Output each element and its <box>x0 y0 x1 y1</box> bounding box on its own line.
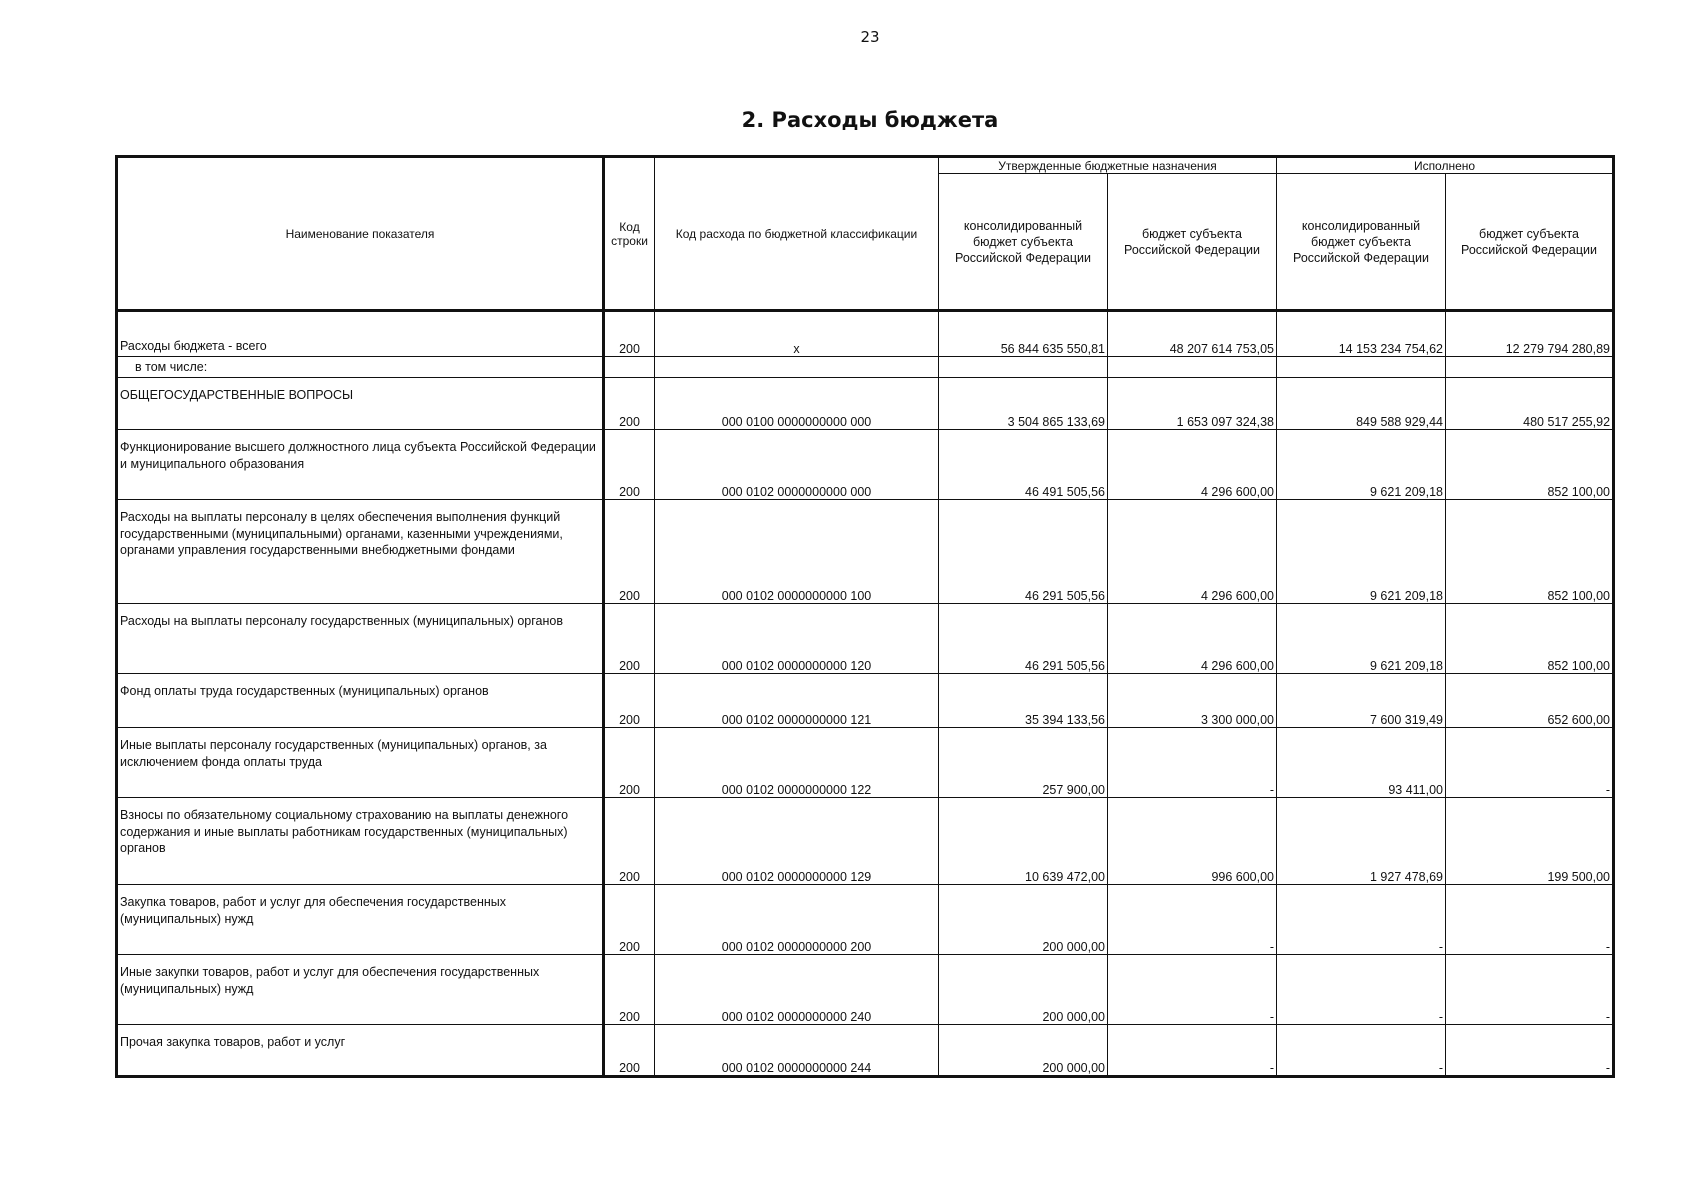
row-name-text: Расходы на выплаты персоналу государственных (муниципальных) органов <box>120 614 563 628</box>
row-line-code: 200 <box>604 604 655 674</box>
total-class-code: x <box>655 311 939 357</box>
table-row <box>117 885 1614 955</box>
row-executed-consolidated: - <box>1277 955 1446 1025</box>
row-approved-subject: 996 600,00 <box>1108 798 1277 885</box>
header-approved-group: Утвержденные бюджетные назначения <box>939 157 1277 174</box>
row-line-code: 200 <box>604 885 655 955</box>
row-name <box>117 728 604 798</box>
row-executed-subject: 652 600,00 <box>1446 674 1614 728</box>
row-line-code: 200 <box>604 500 655 604</box>
row-executed-subject: 852 100,00 <box>1446 500 1614 604</box>
row-line-code: 200 <box>604 955 655 1025</box>
header-executed-subject: бюджет субъекта Российской Федерации <box>1446 174 1614 311</box>
row-line-code: 200 <box>604 674 655 728</box>
row-class-code: 000 0102 0000000000 240 <box>655 955 939 1025</box>
row-line-code: 200 <box>604 430 655 500</box>
row-executed-subject: - <box>1446 1025 1614 1077</box>
total-executed-consolidated: 14 153 234 754,62 <box>1277 311 1446 357</box>
row-executed-subject: 480 517 255,92 <box>1446 378 1614 430</box>
header-executed-group: Исполнено <box>1277 157 1614 174</box>
row-executed-subject: 852 100,00 <box>1446 604 1614 674</box>
row-executed-consolidated: 7 600 319,49 <box>1277 674 1446 728</box>
row-line-code: 200 <box>604 1025 655 1077</box>
total-line-code: 200 <box>604 311 655 357</box>
table-row-total <box>117 311 1614 357</box>
row-name-text: Взносы по обязательному социальному страхованию на выплаты денежного содержания и иные выплаты работникам государственных (муниципальных) органов <box>120 808 569 855</box>
row-executed-subject: - <box>1446 885 1614 955</box>
row-name-text: Закупка товаров, работ и услуг для обеспечения государственных (муниципальных) нужд <box>120 895 506 926</box>
row-name <box>117 500 604 604</box>
row-approved-subject: 3 300 000,00 <box>1108 674 1277 728</box>
row-line-code: 200 <box>604 728 655 798</box>
header-approved-subject: бюджет субъекта Российской Федерации <box>1108 174 1277 311</box>
header-name: Наименование показателя <box>117 157 604 311</box>
section-title: 2. Расходы бюджета <box>741 108 999 132</box>
row-name-text: Фонд оплаты труда государственных (муниципальных) органов <box>120 684 489 698</box>
row-name <box>117 674 604 728</box>
row-approved-subject: - <box>1108 728 1277 798</box>
row-executed-consolidated: 9 621 209,18 <box>1277 604 1446 674</box>
row-approved-consolidated: 46 491 505,56 <box>939 430 1108 500</box>
row-name <box>117 604 604 674</box>
row-approved-consolidated: 35 394 133,56 <box>939 674 1108 728</box>
row-executed-consolidated: 1 927 478,69 <box>1277 798 1446 885</box>
page-number: 23 <box>860 28 880 46</box>
row-name <box>117 885 604 955</box>
row-class-code: 000 0102 0000000000 200 <box>655 885 939 955</box>
table-row <box>117 955 1614 1025</box>
table-row <box>117 728 1614 798</box>
row-class-code: 000 0102 0000000000 120 <box>655 604 939 674</box>
total-name: Расходы бюджета - всего <box>117 311 604 357</box>
row-class-code: 000 0102 0000000000 244 <box>655 1025 939 1077</box>
table-row <box>117 604 1614 674</box>
row-approved-consolidated: 200 000,00 <box>939 1025 1108 1077</box>
including-label: в том числе: <box>117 357 604 378</box>
row-name-text: ОБЩЕГОСУДАРСТВЕННЫЕ ВОПРОСЫ <box>120 388 354 402</box>
row-executed-consolidated: 9 621 209,18 <box>1277 430 1446 500</box>
row-approved-consolidated: 200 000,00 <box>939 955 1108 1025</box>
row-name-text: Расходы на выплаты персоналу в целях обеспечения выполнения функций государственными (муниципальными) органами, казенными учреждениями, органами управления государственными внебюджетными фондами <box>120 510 563 557</box>
row-approved-subject: - <box>1108 885 1277 955</box>
table-row <box>117 1025 1614 1077</box>
row-name <box>117 1025 604 1077</box>
row-name <box>117 378 604 430</box>
table-row <box>117 500 1614 604</box>
table-row <box>117 430 1614 500</box>
row-executed-subject: 199 500,00 <box>1446 798 1614 885</box>
row-name <box>117 798 604 885</box>
row-name <box>117 430 604 500</box>
row-executed-subject: 852 100,00 <box>1446 430 1614 500</box>
total-approved-consolidated: 56 844 635 550,81 <box>939 311 1108 357</box>
row-class-code: 000 0102 0000000000 121 <box>655 674 939 728</box>
row-class-code: 000 0102 0000000000 129 <box>655 798 939 885</box>
row-approved-subject: - <box>1108 1025 1277 1077</box>
row-class-code: 000 0102 0000000000 100 <box>655 500 939 604</box>
row-approved-subject: 1 653 097 324,38 <box>1108 378 1277 430</box>
row-approved-consolidated: 10 639 472,00 <box>939 798 1108 885</box>
row-name-text: Иные закупки товаров, работ и услуг для обеспечения государственных (муниципальных) нужд <box>120 965 540 996</box>
row-approved-subject: 4 296 600,00 <box>1108 500 1277 604</box>
header-class-code: Код расхода по бюджетной классификации <box>655 157 939 311</box>
row-executed-consolidated: 849 588 929,44 <box>1277 378 1446 430</box>
expenses-table <box>115 155 1615 1078</box>
row-name <box>117 955 604 1025</box>
row-approved-consolidated: 3 504 865 133,69 <box>939 378 1108 430</box>
row-approved-consolidated: 200 000,00 <box>939 885 1108 955</box>
header-executed-consolidated: консолидированный бюджет субъекта Российской Федерации <box>1277 174 1446 311</box>
row-class-code: 000 0100 0000000000 000 <box>655 378 939 430</box>
row-line-code: 200 <box>604 798 655 885</box>
row-class-code: 000 0102 0000000000 122 <box>655 728 939 798</box>
row-class-code: 000 0102 0000000000 000 <box>655 430 939 500</box>
table-row-including <box>117 357 1614 378</box>
row-executed-consolidated: - <box>1277 885 1446 955</box>
row-executed-consolidated: 9 621 209,18 <box>1277 500 1446 604</box>
row-line-code: 200 <box>604 378 655 430</box>
row-name-text: Прочая закупка товаров, работ и услуг <box>120 1035 346 1049</box>
table-row <box>117 674 1614 728</box>
row-executed-subject: - <box>1446 955 1614 1025</box>
table-row <box>117 798 1614 885</box>
row-executed-consolidated: 93 411,00 <box>1277 728 1446 798</box>
row-approved-subject: 4 296 600,00 <box>1108 430 1277 500</box>
table-row <box>117 378 1614 430</box>
total-approved-subject: 48 207 614 753,05 <box>1108 311 1277 357</box>
row-executed-consolidated: - <box>1277 1025 1446 1077</box>
row-executed-subject: - <box>1446 728 1614 798</box>
row-approved-consolidated: 257 900,00 <box>939 728 1108 798</box>
row-approved-subject: - <box>1108 955 1277 1025</box>
header-approved-consolidated: консолидированный бюджет субъекта Российской Федерации <box>939 174 1108 311</box>
row-name-text: Функционирование высшего должностного лица субъекта Российской Федерации и муниципального образования <box>120 440 596 471</box>
row-name-text: Иные выплаты персоналу государственных (муниципальных) органов, за исключением фонда оплаты труда <box>120 738 547 769</box>
header-line-code: Код строки <box>604 157 655 311</box>
row-approved-subject: 4 296 600,00 <box>1108 604 1277 674</box>
row-approved-consolidated: 46 291 505,56 <box>939 500 1108 604</box>
total-executed-subject: 12 279 794 280,89 <box>1446 311 1614 357</box>
row-approved-consolidated: 46 291 505,56 <box>939 604 1108 674</box>
